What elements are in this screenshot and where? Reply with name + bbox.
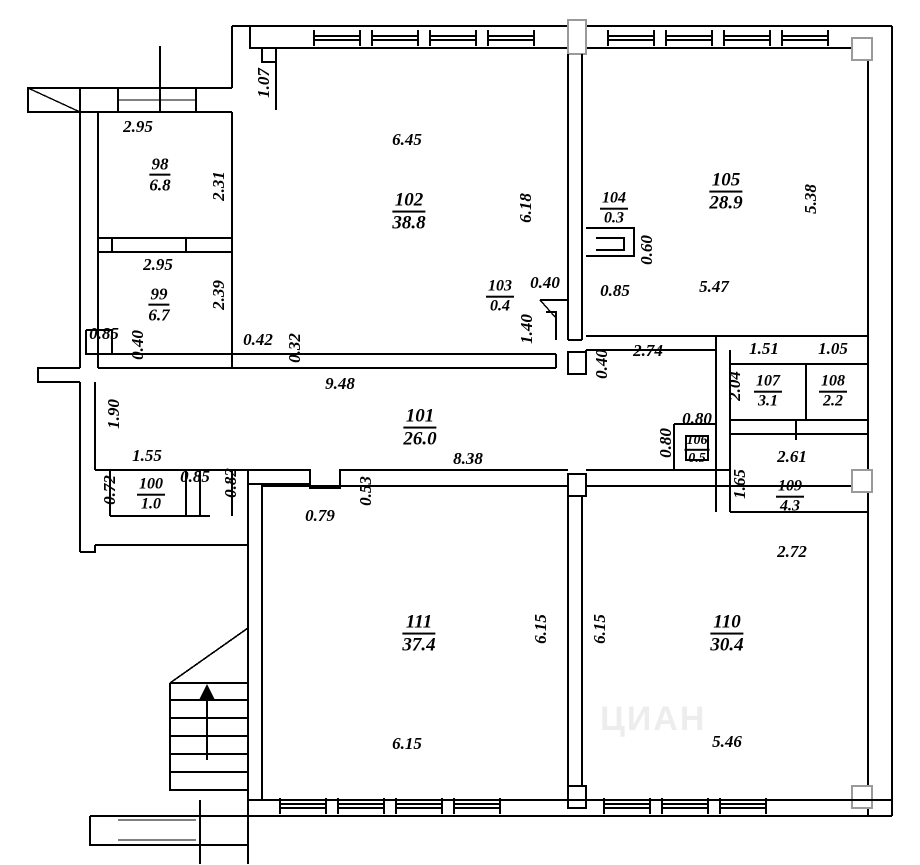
dimension-1-40: 1.40	[517, 314, 537, 344]
dimension-5-46: 5.46	[712, 732, 742, 752]
dimension-1-90: 1.90	[104, 399, 124, 429]
dimension-0-82: 0.82	[221, 468, 241, 498]
dimension-1-05: 1.05	[818, 339, 848, 359]
watermark: ЦИАН	[600, 700, 707, 738]
room-label-111: 111 37.4	[402, 611, 436, 656]
dimension-1-55: 1.55	[132, 446, 162, 466]
dimension-0-72: 0.72	[100, 475, 120, 505]
room-label-108: 108 2.2	[821, 372, 845, 410]
dimension-0-40-left: 0.40	[128, 330, 148, 360]
room-label-106: 106 0.5	[686, 432, 708, 466]
dimension-0-85-left: 0.85	[89, 324, 119, 344]
dimension-5-38: 5.38	[801, 184, 821, 214]
dimension-9-48: 9.48	[325, 374, 355, 394]
dimension-1-51: 1.51	[749, 339, 779, 359]
dimension-2-74: 2.74	[633, 341, 663, 361]
room-label-101: 101 26.0	[403, 405, 437, 450]
dimension-6-15-left: 6.15	[531, 614, 551, 644]
dimension-2-39: 2.39	[209, 280, 229, 310]
room-label-107: 107 3.1	[756, 372, 780, 410]
dimension-0-42: 0.42	[243, 330, 273, 350]
dimension-5-47: 5.47	[699, 277, 729, 297]
room-label-99: 99 6.7	[148, 284, 170, 325]
dimension-0-40-top: 0.40	[530, 273, 560, 293]
dimension-1-65: 1.65	[730, 469, 750, 499]
room-label-103: 103 0.4	[488, 277, 512, 315]
room-label-98: 98 6.8	[149, 154, 171, 195]
room-label-102: 102 38.8	[392, 189, 426, 234]
room-label-100: 100 1.0	[139, 475, 163, 513]
dimension-0-32: 0.32	[285, 333, 305, 363]
dimension-2-72: 2.72	[777, 542, 807, 562]
dimension-6-15-bottom: 6.15	[392, 734, 422, 754]
dimension-0-85-corridor: 0.85	[180, 467, 210, 487]
dimension-6-15-right: 6.15	[590, 614, 610, 644]
dimension-2-95-mid: 2.95	[143, 255, 173, 275]
room-label-109: 109 4.3	[778, 477, 802, 515]
dimension-0-60: 0.60	[637, 235, 657, 265]
dimension-8-38: 8.38	[453, 449, 483, 469]
dimension-0-85-right: 0.85	[600, 281, 630, 301]
room-label-104: 104 0.3	[602, 189, 626, 227]
dimension-0-53: 0.53	[356, 476, 376, 506]
dimension-2-31: 2.31	[209, 171, 229, 201]
dimension-2-04: 2.04	[725, 371, 745, 401]
dimension-0-80-top: 0.80	[682, 409, 712, 429]
dimension-0-80-side: 0.80	[656, 428, 676, 458]
dimension-0-40-mid: 0.40	[592, 349, 612, 379]
dimension-2-61: 2.61	[777, 447, 807, 467]
room-label-110: 110 30.4	[710, 611, 744, 656]
dimension-0-79: 0.79	[305, 506, 335, 526]
dimension-6-45: 6.45	[392, 130, 422, 150]
room-label-105: 105 28.9	[709, 169, 743, 214]
dimension-6-18: 6.18	[516, 193, 536, 223]
dimension-2-95-top: 2.95	[123, 117, 153, 137]
dimension-1-07: 1.07	[254, 68, 274, 98]
